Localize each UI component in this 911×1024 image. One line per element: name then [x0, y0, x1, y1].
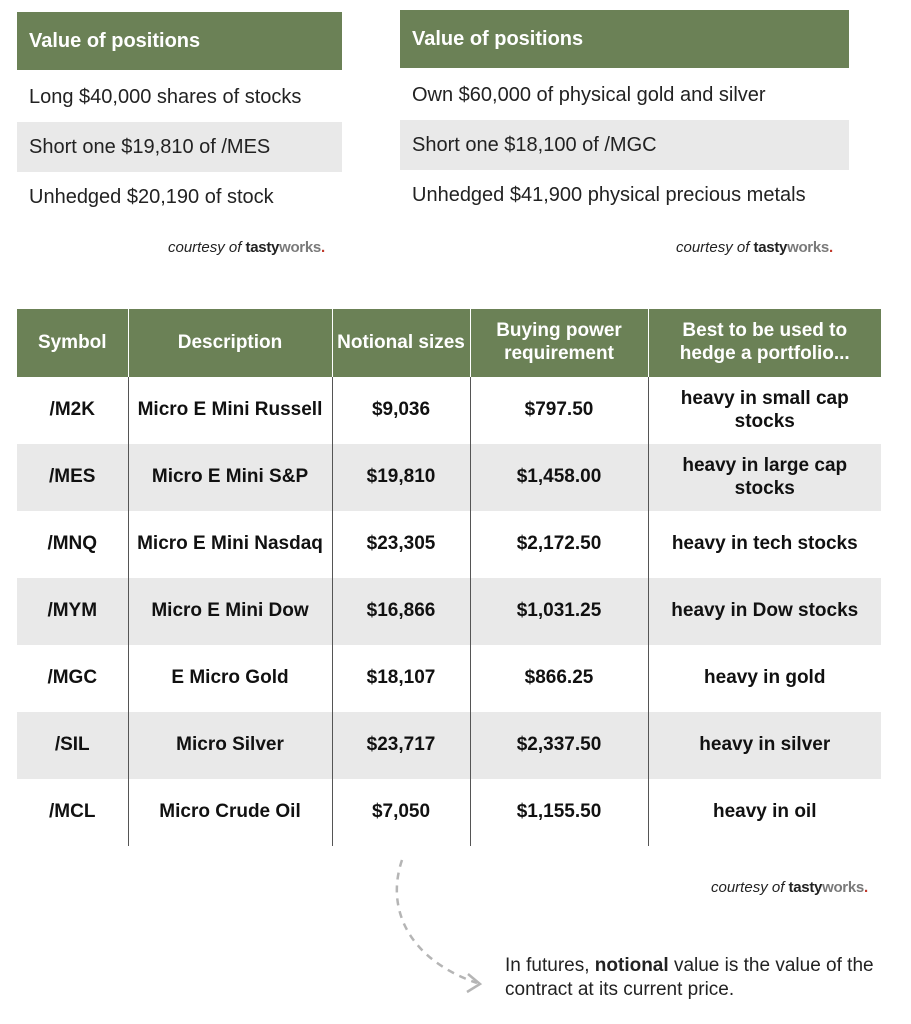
credit-prefix: courtesy of	[711, 879, 789, 896]
cell-best-use: heavy in Dow stocks	[648, 578, 881, 645]
cell-buying-power: $1,031.25	[470, 578, 648, 645]
cell-best-use: heavy in silver	[648, 712, 881, 779]
table-row	[17, 712, 881, 779]
cell-description: Micro E Mini Nasdaq	[128, 511, 332, 578]
cell-buying-power: $797.50	[470, 377, 648, 444]
cell-symbol: /MES	[17, 444, 128, 511]
table-row	[17, 444, 881, 511]
brand-dot: .	[863, 879, 869, 896]
left-position-row: Short one $19,810 of /MES	[17, 122, 342, 172]
cell-notional: $19,810	[332, 444, 470, 511]
cell-buying-power: $2,172.50	[470, 511, 648, 578]
table-row	[17, 645, 881, 712]
left-credit	[168, 239, 325, 256]
table-credit	[711, 879, 868, 896]
brand-dot: .	[828, 239, 834, 256]
right-position-row: Unhedged $41,900 physical precious metals	[412, 183, 806, 206]
table-row	[17, 779, 881, 846]
brand-works: works	[279, 239, 321, 256]
cell-buying-power: $2,337.50	[470, 712, 648, 779]
cell-description: E Micro Gold	[128, 645, 332, 712]
brand-tasty: tasty	[245, 239, 280, 256]
note-text-before: In futures,	[505, 955, 595, 976]
brand-tasty: tasty	[753, 239, 788, 256]
cell-description: Micro E Mini Dow	[128, 578, 332, 645]
header-symbol: Symbol	[17, 309, 128, 377]
left-position-row: Unhedged $20,190 of stock	[29, 185, 274, 208]
brand-works: works	[787, 239, 829, 256]
right-credit	[676, 239, 833, 256]
cell-description: Micro E Mini Russell	[128, 377, 332, 444]
credit-prefix: courtesy of	[676, 239, 754, 256]
table-row	[17, 511, 881, 578]
table-header-row	[17, 309, 881, 377]
brand-dot: .	[320, 239, 326, 256]
cell-symbol: /MCL	[49, 801, 96, 823]
cell-buying-power: $1,155.50	[470, 779, 648, 846]
cell-description: Micro Crude Oil	[128, 779, 332, 846]
left-positions-box	[17, 12, 342, 222]
table-row	[17, 377, 881, 444]
left-position-row: Long $40,000 shares of stocks	[29, 85, 302, 108]
left-positions-title: Value of positions	[17, 12, 342, 70]
note-text-after: value is the value of the contract at its current price.	[505, 955, 874, 1000]
header-best-use: Best to be used to hedge a portfolio...	[648, 309, 881, 377]
cell-best-use: heavy in tech stocks	[648, 511, 881, 578]
cell-notional: $7,050	[332, 779, 470, 846]
micro-futures-table	[17, 309, 881, 846]
dashed-arrow-icon	[380, 855, 500, 1000]
right-position-row: Short one $18,100 of /MGC	[400, 120, 849, 170]
credit-prefix: courtesy of	[168, 239, 246, 256]
cell-notional: $23,717	[332, 712, 470, 779]
right-positions-title: Value of positions	[400, 10, 849, 68]
cell-best-use: heavy in oil	[648, 779, 881, 846]
cell-notional: $16,866	[332, 578, 470, 645]
header-description: Description	[128, 309, 332, 377]
cell-description: Micro E Mini S&P	[128, 444, 332, 511]
cell-symbol: /SIL	[17, 712, 128, 779]
cell-symbol: /MNQ	[47, 533, 98, 555]
header-notional: Notional sizes	[332, 309, 470, 377]
cell-description: Micro Silver	[128, 712, 332, 779]
cell-best-use: heavy in large cap stocks	[648, 444, 881, 511]
brand-works: works	[822, 879, 864, 896]
cell-notional: $9,036	[332, 377, 470, 444]
table-row	[17, 578, 881, 645]
cell-symbol: /M2K	[49, 399, 95, 421]
cell-symbol: /MYM	[17, 578, 128, 645]
right-position-row: Own $60,000 of physical gold and silver	[412, 83, 766, 106]
cell-symbol: /MGC	[47, 667, 98, 689]
cell-notional: $18,107	[332, 645, 470, 712]
header-buying-power: Buying power requirement	[470, 309, 648, 377]
right-positions-box	[400, 10, 849, 220]
notional-note	[505, 954, 895, 1002]
cell-best-use: heavy in small cap stocks	[648, 377, 881, 444]
note-bold: notional	[594, 955, 669, 976]
cell-notional: $23,305	[332, 511, 470, 578]
cell-best-use: heavy in gold	[648, 645, 881, 712]
brand-tasty: tasty	[788, 879, 823, 896]
cell-buying-power: $866.25	[470, 645, 648, 712]
cell-buying-power: $1,458.00	[470, 444, 648, 511]
